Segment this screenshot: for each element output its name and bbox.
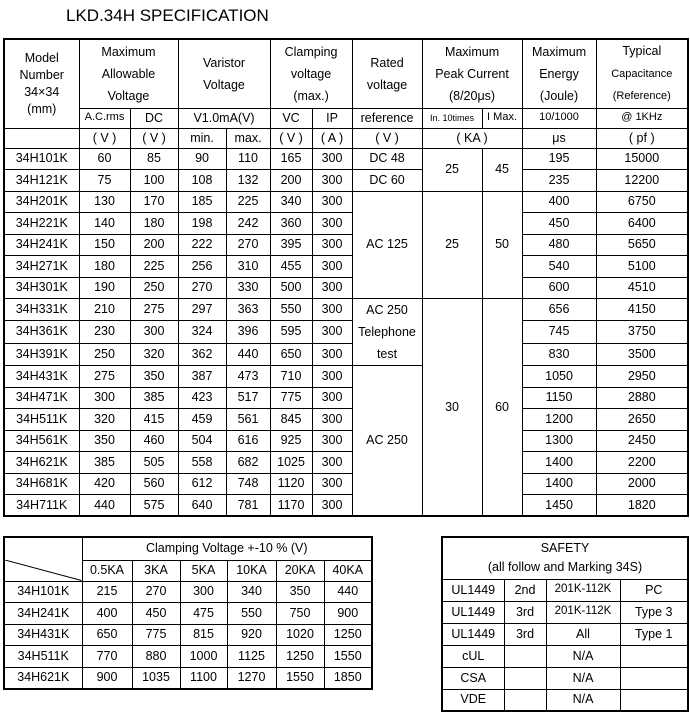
cell-cap: 2650 [596, 409, 688, 431]
cell-vc: 710 [270, 366, 312, 388]
table-row [4, 667, 372, 689]
safety-edition [504, 689, 546, 711]
header-varistor-voltage: Varistor Voltage [178, 39, 270, 108]
clamp-value: 750 [276, 603, 324, 625]
safety-standard: CSA [442, 667, 504, 689]
cell-vmax: 225 [226, 191, 270, 213]
table-row [442, 623, 688, 645]
safety-table [441, 536, 689, 712]
cell-model: 34H221K [4, 213, 79, 235]
cell-vmax: 110 [226, 148, 270, 170]
cell-dc: 275 [130, 299, 178, 321]
cell-ac: 275 [79, 366, 130, 388]
clamp-value: 450 [132, 603, 180, 625]
cell-vmax: 473 [226, 366, 270, 388]
cell-vc: 845 [270, 409, 312, 431]
safety-range: N/A [546, 645, 620, 667]
cell-dc: 385 [130, 387, 178, 409]
table-row [4, 581, 372, 603]
cell-energy: 600 [522, 277, 596, 299]
cell-ac: 190 [79, 277, 130, 299]
cell-ip: 300 [312, 430, 352, 452]
safety-edition: 3rd [504, 601, 546, 623]
clamp-value: 550 [227, 603, 276, 625]
cell-dc: 250 [130, 277, 178, 299]
cell-ac: 420 [79, 473, 130, 495]
clamp-col-header: 40KA [324, 560, 372, 581]
cell-dc: 225 [130, 256, 178, 278]
cell-vmin: 256 [178, 256, 226, 278]
safety-type: Type 1 [620, 623, 688, 645]
clamp-model: 34H431K [4, 624, 82, 646]
safety-type [620, 667, 688, 689]
cell-vmax: 440 [226, 343, 270, 365]
safety-range: N/A [546, 689, 620, 711]
cell-vmax: 330 [226, 277, 270, 299]
cell-peak-in: 25 [422, 191, 482, 299]
table-row [442, 667, 688, 689]
unit-max: max. [226, 128, 270, 148]
cell-vc: 1025 [270, 452, 312, 474]
header-peak-current: Maximum Peak Current (8/20μs) [422, 39, 522, 108]
table-row [4, 321, 688, 343]
table-row [4, 366, 688, 388]
cell-peak-in: 25 [422, 148, 482, 191]
clamp-model: 34H101K [4, 581, 82, 603]
cell-model: 34H511K [4, 409, 79, 431]
cell-vmax: 310 [226, 256, 270, 278]
diagonal-line-icon [5, 560, 82, 581]
cell-dc: 170 [130, 191, 178, 213]
unit-us: μs [522, 128, 596, 148]
table-row [442, 601, 688, 623]
cell-vc: 500 [270, 277, 312, 299]
table-row [4, 495, 688, 517]
table-row [4, 603, 372, 625]
clamp-value: 215 [82, 581, 132, 603]
cell-dc: 505 [130, 452, 178, 474]
safety-range: 201K-112K [546, 579, 620, 601]
cell-vmax: 517 [226, 387, 270, 409]
cell-vc: 455 [270, 256, 312, 278]
unit-min: min. [178, 128, 226, 148]
cell-energy: 830 [522, 343, 596, 365]
table-row [4, 299, 688, 321]
cell-cap: 2880 [596, 387, 688, 409]
cell-rated-telephone: AC 250 Telephone test [352, 299, 422, 366]
cell-ip: 300 [312, 234, 352, 256]
cell-energy: 400 [522, 191, 596, 213]
cell-vmin: 387 [178, 366, 226, 388]
clamp-value: 1035 [132, 667, 180, 689]
clamp-col-header: 5KA [180, 560, 227, 581]
cell-ip: 300 [312, 343, 352, 365]
cell-cap: 2000 [596, 473, 688, 495]
cell-ip: 300 [312, 321, 352, 343]
cell-ac: 320 [79, 409, 130, 431]
cell-cap: 5100 [596, 256, 688, 278]
cell-ip: 300 [312, 366, 352, 388]
cell-ip: 300 [312, 256, 352, 278]
cell-model: 34H271K [4, 256, 79, 278]
header-max-energy: Maximum Energy (Joule) [522, 39, 596, 108]
cell-vmin: 324 [178, 321, 226, 343]
cell-vmin: 90 [178, 148, 226, 170]
cell-vmin: 423 [178, 387, 226, 409]
clamp-value: 900 [324, 603, 372, 625]
clamp-model: 34H621K [4, 667, 82, 689]
clamp-value: 1250 [276, 646, 324, 668]
cell-energy: 480 [522, 234, 596, 256]
cell-peak-in: 30 [422, 299, 482, 517]
safety-type: Type 3 [620, 601, 688, 623]
cell-dc: 350 [130, 366, 178, 388]
table-row [4, 256, 688, 278]
clamp-corner-top [4, 537, 82, 560]
unit-ka: ( KA ) [422, 128, 522, 148]
table-row [4, 409, 688, 431]
cell-model: 34H711K [4, 495, 79, 517]
header-rated-voltage: Rated voltage [352, 39, 422, 108]
cell-vmin: 612 [178, 473, 226, 495]
table-row [4, 430, 688, 452]
safety-edition [504, 667, 546, 689]
cell-vmin: 108 [178, 170, 226, 192]
cell-model: 34H121K [4, 170, 79, 192]
cell-cap: 3500 [596, 343, 688, 365]
safety-range: N/A [546, 667, 620, 689]
cell-energy: 1400 [522, 473, 596, 495]
cell-vc: 550 [270, 299, 312, 321]
cell-model: 34H101K [4, 148, 79, 170]
cell-cap: 2950 [596, 366, 688, 388]
cell-peak-imax: 60 [482, 299, 522, 517]
unit-model-blank [4, 128, 79, 148]
unit-dc: ( V ) [130, 128, 178, 148]
cell-ac: 140 [79, 213, 130, 235]
cell-vmax: 561 [226, 409, 270, 431]
cell-rated: DC 60 [352, 170, 422, 192]
page-title: LKD.34H SPECIFICATION [66, 6, 269, 25]
cell-ip: 300 [312, 299, 352, 321]
cell-ac: 230 [79, 321, 130, 343]
clamp-value: 475 [180, 603, 227, 625]
cell-model: 34H331K [4, 299, 79, 321]
table-row [4, 343, 688, 365]
table-row [4, 170, 688, 192]
sub-v1ma: V1.0mA(V) [178, 108, 270, 128]
spec-table [3, 38, 689, 517]
table-row [4, 387, 688, 409]
cell-vc: 395 [270, 234, 312, 256]
cell-energy: 1050 [522, 366, 596, 388]
sub-in-10times: In. 10times [422, 108, 482, 128]
cell-dc: 100 [130, 170, 178, 192]
clamp-value: 1270 [227, 667, 276, 689]
cell-vmin: 362 [178, 343, 226, 365]
cell-vc: 925 [270, 430, 312, 452]
table-row [4, 624, 372, 646]
cell-vmin: 504 [178, 430, 226, 452]
safety-type: PC [620, 579, 688, 601]
table-row [4, 473, 688, 495]
sub-1khz: @ 1KHz [596, 108, 688, 128]
table-row [4, 213, 688, 235]
sub-10-1000: 10/1000 [522, 108, 596, 128]
clamp-value: 1000 [180, 646, 227, 668]
cell-ip: 300 [312, 213, 352, 235]
cell-model: 34H431K [4, 366, 79, 388]
clamp-value: 920 [227, 624, 276, 646]
cell-ip: 300 [312, 452, 352, 474]
cell-model: 34H561K [4, 430, 79, 452]
cell-ip: 300 [312, 387, 352, 409]
header-max-allowable-voltage: Maximum Allowable Voltage [79, 39, 178, 108]
table-row [4, 234, 688, 256]
cell-ac: 440 [79, 495, 130, 517]
header-capacitance: Typical Capacitance (Reference) [596, 39, 688, 108]
cell-ac: 250 [79, 343, 130, 365]
cell-rated: AC 250 [352, 366, 422, 517]
cell-vc: 360 [270, 213, 312, 235]
sub-vc: VC [270, 108, 312, 128]
safety-standard: UL1449 [442, 579, 504, 601]
cell-peak-imax: 50 [482, 191, 522, 299]
clamp-value: 300 [180, 581, 227, 603]
cell-vc: 340 [270, 191, 312, 213]
cell-ac: 210 [79, 299, 130, 321]
table-row [4, 191, 688, 213]
cell-vmin: 270 [178, 277, 226, 299]
cell-ac: 130 [79, 191, 130, 213]
cell-dc: 300 [130, 321, 178, 343]
clamp-value: 900 [82, 667, 132, 689]
cell-ip: 300 [312, 277, 352, 299]
cell-ip: 300 [312, 191, 352, 213]
cell-dc: 200 [130, 234, 178, 256]
clamp-value: 815 [180, 624, 227, 646]
table-row [4, 452, 688, 474]
unit-ac: ( V ) [79, 128, 130, 148]
cell-energy: 195 [522, 148, 596, 170]
cell-energy: 235 [522, 170, 596, 192]
cell-ac: 180 [79, 256, 130, 278]
cell-vmax: 748 [226, 473, 270, 495]
cell-vc: 1120 [270, 473, 312, 495]
cell-cap: 15000 [596, 148, 688, 170]
cell-dc: 180 [130, 213, 178, 235]
safety-range: 201K-112K [546, 601, 620, 623]
header-clamping-voltage: Clamping voltage (max.) [270, 39, 352, 108]
safety-edition [504, 645, 546, 667]
clamp-value: 1550 [324, 646, 372, 668]
cell-cap: 4510 [596, 277, 688, 299]
cell-ac: 60 [79, 148, 130, 170]
cell-model: 34H391K [4, 343, 79, 365]
unit-rated: ( V ) [352, 128, 422, 148]
cell-ip: 300 [312, 148, 352, 170]
cell-dc: 320 [130, 343, 178, 365]
cell-energy: 1400 [522, 452, 596, 474]
cell-vmax: 132 [226, 170, 270, 192]
safety-range: All [546, 623, 620, 645]
cell-vmin: 185 [178, 191, 226, 213]
cell-vmin: 640 [178, 495, 226, 517]
cell-vc: 165 [270, 148, 312, 170]
cell-vmax: 616 [226, 430, 270, 452]
sub-reference: reference [352, 108, 422, 128]
table-row [4, 148, 688, 170]
safety-edition: 2nd [504, 579, 546, 601]
safety-type [620, 645, 688, 667]
cell-energy: 450 [522, 213, 596, 235]
clamp-value: 270 [132, 581, 180, 603]
cell-cap: 4150 [596, 299, 688, 321]
sub-imax: I Max. [482, 108, 522, 128]
cell-dc: 85 [130, 148, 178, 170]
cell-ac: 300 [79, 387, 130, 409]
unit-pf: ( pf ) [596, 128, 688, 148]
cell-rated: DC 48 [352, 148, 422, 170]
clamp-diagonal-cell [4, 560, 82, 581]
safety-type [620, 689, 688, 711]
cell-cap: 5650 [596, 234, 688, 256]
unit-ip: ( A ) [312, 128, 352, 148]
safety-standard: VDE [442, 689, 504, 711]
cell-cap: 2200 [596, 452, 688, 474]
cell-dc: 560 [130, 473, 178, 495]
clamping-voltage-table [3, 536, 373, 690]
cell-vmax: 396 [226, 321, 270, 343]
sub-ip: IP [312, 108, 352, 128]
cell-cap: 3750 [596, 321, 688, 343]
clamp-col-header: 0.5KA [82, 560, 132, 581]
cell-vmax: 682 [226, 452, 270, 474]
cell-energy: 1450 [522, 495, 596, 517]
cell-vc: 200 [270, 170, 312, 192]
clamp-value: 1020 [276, 624, 324, 646]
cell-energy: 656 [522, 299, 596, 321]
cell-ac: 350 [79, 430, 130, 452]
cell-cap: 6750 [596, 191, 688, 213]
cell-cap: 6400 [596, 213, 688, 235]
cell-vmin: 222 [178, 234, 226, 256]
table-row [442, 689, 688, 711]
clamp-col-header: 20KA [276, 560, 324, 581]
cell-ip: 300 [312, 170, 352, 192]
sub-dc: DC [130, 108, 178, 128]
safety-title: SAFETY (all follow and Marking 34S) [442, 537, 688, 579]
cell-dc: 415 [130, 409, 178, 431]
cell-dc: 575 [130, 495, 178, 517]
clamp-col-header: 10KA [227, 560, 276, 581]
cell-ac: 385 [79, 452, 130, 474]
cell-cap: 2450 [596, 430, 688, 452]
cell-energy: 540 [522, 256, 596, 278]
cell-model: 34H621K [4, 452, 79, 474]
cell-vmin: 297 [178, 299, 226, 321]
cell-peak-imax: 45 [482, 148, 522, 191]
clamp-value: 770 [82, 646, 132, 668]
table-row [4, 646, 372, 668]
unit-vc: ( V ) [270, 128, 312, 148]
safety-standard: UL1449 [442, 601, 504, 623]
clamp-value: 340 [227, 581, 276, 603]
cell-ip: 300 [312, 495, 352, 517]
cell-cap: 1820 [596, 495, 688, 517]
cell-dc: 460 [130, 430, 178, 452]
clamp-value: 400 [82, 603, 132, 625]
clamp-value: 775 [132, 624, 180, 646]
cell-cap: 12200 [596, 170, 688, 192]
clamp-value: 1100 [180, 667, 227, 689]
clamp-col-header: 3KA [132, 560, 180, 581]
cell-vmax: 242 [226, 213, 270, 235]
cell-vmin: 198 [178, 213, 226, 235]
clamp-value: 440 [324, 581, 372, 603]
table-row [442, 579, 688, 601]
clamp-value: 350 [276, 581, 324, 603]
cell-model: 34H301K [4, 277, 79, 299]
clamp-value: 1550 [276, 667, 324, 689]
cell-energy: 1300 [522, 430, 596, 452]
safety-standard: cUL [442, 645, 504, 667]
cell-energy: 745 [522, 321, 596, 343]
clamp-value: 1850 [324, 667, 372, 689]
cell-model: 34H201K [4, 191, 79, 213]
cell-ac: 75 [79, 170, 130, 192]
cell-model: 34H361K [4, 321, 79, 343]
safety-standard: UL1449 [442, 623, 504, 645]
clamp-model: 34H511K [4, 646, 82, 668]
clamp-model: 34H241K [4, 603, 82, 625]
cell-ac: 150 [79, 234, 130, 256]
cell-model: 34H241K [4, 234, 79, 256]
cell-ip: 300 [312, 409, 352, 431]
clamp-value: 650 [82, 624, 132, 646]
cell-rated: AC 125 [352, 191, 422, 299]
table-row [4, 277, 688, 299]
cell-vmax: 270 [226, 234, 270, 256]
sub-ac-rms: A.C.rms [79, 108, 130, 128]
cell-vc: 775 [270, 387, 312, 409]
cell-vc: 595 [270, 321, 312, 343]
clamp-value: 1125 [227, 646, 276, 668]
cell-model: 34H471K [4, 387, 79, 409]
header-model: Model Number 34×34 (mm) [4, 39, 79, 128]
clamp-value: 1250 [324, 624, 372, 646]
clamp-title: Clamping Voltage +-10 % (V) [82, 537, 372, 560]
cell-vc: 1170 [270, 495, 312, 517]
cell-vc: 650 [270, 343, 312, 365]
cell-energy: 1200 [522, 409, 596, 431]
cell-vmax: 781 [226, 495, 270, 517]
clamp-value: 880 [132, 646, 180, 668]
cell-vmin: 459 [178, 409, 226, 431]
safety-edition: 3rd [504, 623, 546, 645]
table-row [442, 645, 688, 667]
cell-vmin: 558 [178, 452, 226, 474]
cell-energy: 1150 [522, 387, 596, 409]
cell-vmax: 363 [226, 299, 270, 321]
cell-model: 34H681K [4, 473, 79, 495]
cell-ip: 300 [312, 473, 352, 495]
